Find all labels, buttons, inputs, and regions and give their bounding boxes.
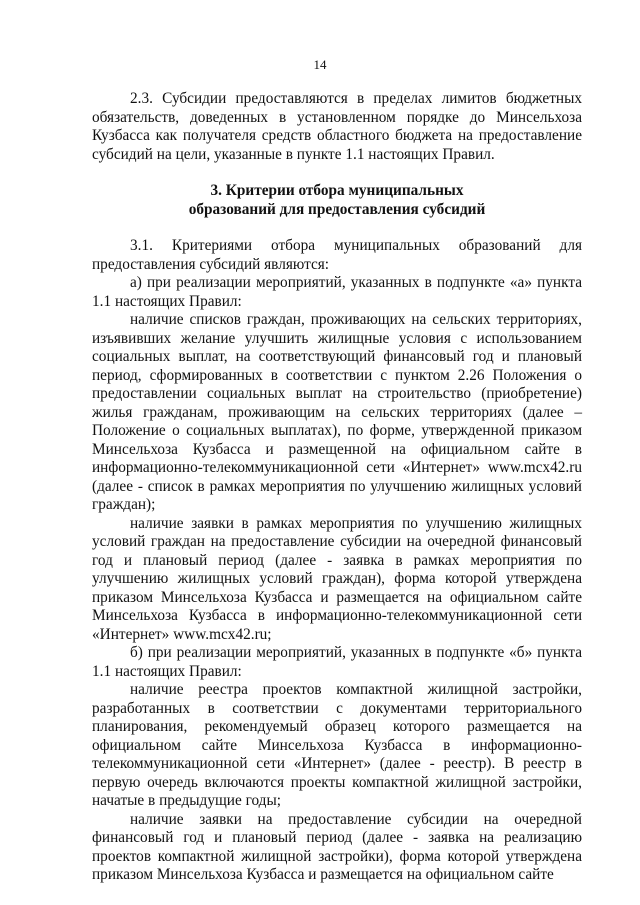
section-heading-line-2: образований для предоставления субсидий (188, 200, 486, 218)
subpoint-a-item-2: наличие заявки в рамках мероприятия по улучшению жилищных условий граждан на предоставление субсидии на очередной финансовый год и плановый период (далее - заявка в рамках мероприятия по улучшению жилищных условий граждан), форма которой утверждена приказом Минсельхоза Кузбасса и размещается на официальном сайте Минсельхоза Кузбасса в информационно-телекоммуникационной сети «Интернет» www.mcx42.ru; (92, 514, 582, 643)
subpoint-a: а) при реализации мероприятий, указанных в подпункте «а» пункта 1.1 настоящих Правил: (92, 274, 582, 310)
section-heading-line-1: 3. Критерии отбора муниципальных (210, 182, 464, 199)
subpoint-b-item-2: наличие заявки на предоставление субсидии на очередной финансовый год и плановый период (далее - заявка на реализацию проектов компактной жилищной застройки), форма которой утверждена приказом Минсельхоза Кузбасса и размещается на официальном сайте (92, 810, 582, 883)
section-heading (92, 182, 582, 219)
paragraph-3-1: 3.1. Критериями отбора муниципальных образований для предоставления субсидий являются: (92, 237, 582, 273)
page-number: 14 (313, 57, 327, 72)
paragraph-2-3: 2.3. Субсидии предоставляются в пределах лимитов бюджетных обязательств, доведенных в установленном порядке до Минсельхоза Кузбасса как получателя средств областного бюджета на предоставление субсидий на цели, указанные в пункте 1.1 настоящих Правил. (92, 90, 582, 163)
subpoint-b: б) при реализации мероприятий, указанных в подпункте «б» пункта 1.1 настоящих Правил: (92, 644, 582, 680)
subpoint-b-item-1: наличие реестра проектов компактной жилищной застройки, разработанных в соответствии с документами территориального планирования, рекомендуемый образец которого размещается на официальном сайте Минсельхоза Кузбасса в информационно-телекоммуникационной сети «Интернет» (далее - реестр). В реестр в первую очередь включаются проекты компактной жилищной застройки, начатые в предыдущие годы; (92, 681, 582, 809)
document-body (92, 90, 582, 885)
subpoint-a-item-1: наличие списков граждан, проживающих на сельских территориях, изъявивших желание улучшить жилищные условия с использованием социальных выплат, на соответствующий финансовый год и плановый период, сформированных в соответствии с пунктом 2.26 Положения о предоставлении социальных выплат на строительство (приобретение) жилья гражданам, проживающим на сельских территориях (далее – Положение о социальных выплатах), по форме, утвержденной приказом Минсельхоза Кузбасса и размещенной на официальном сайте в информационно-телекоммуникационной сети «Интернет» www.mcx42.ru (далее - список в рамках мероприятия по улучшению жилищных условий граждан); (92, 311, 582, 513)
